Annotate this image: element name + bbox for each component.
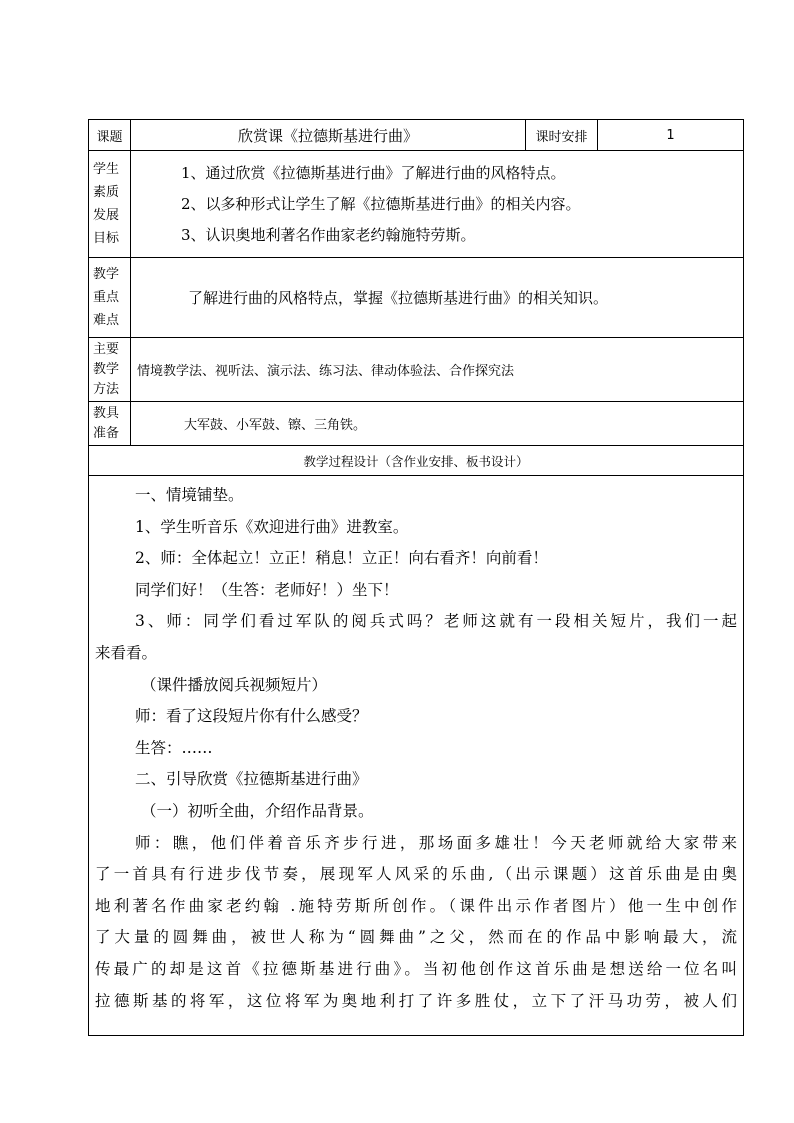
- process-line: 来看看。: [95, 643, 158, 662]
- tools-label-line: 教具: [93, 405, 120, 421]
- process-line: 2、师：全体起立！立正！稍息！立正！向右看齐！向前看！: [135, 549, 548, 568]
- process-line: 1、学生听音乐《欢迎进行曲》进教室。: [135, 517, 409, 536]
- process-body: [89, 476, 744, 1036]
- process-line: 师：看了这段短片你有什么感受？: [135, 707, 368, 726]
- process-line: 了大量的圆舞曲，被世人称为“圆舞曲”之父，然而在的作品中影响最大，流: [95, 928, 737, 947]
- process-line: 拉德斯基的将军，这位将军为奥地利打了许多胜仗，立下了汗马功劳，被人们: [95, 991, 737, 1010]
- hours-label: 课时安排: [526, 120, 598, 151]
- lesson-plan-table: [88, 119, 744, 1036]
- process-line: （一）初听全曲，介绍作品背景。: [141, 801, 374, 820]
- goals-row: [89, 151, 744, 258]
- tools-label-line: 准备: [93, 425, 120, 441]
- key-points-label-line: 教学: [93, 267, 120, 282]
- process-line: （课件播放阅兵视频短片）: [141, 675, 328, 694]
- key-points-content: 了解进行曲的风格特点，掌握《拉德斯基进行曲》的相关知识。: [131, 258, 744, 338]
- key-points-label-line: 难点: [93, 313, 120, 328]
- methods-label-line: 主要: [93, 341, 120, 357]
- goals-label-line: 学生: [93, 162, 120, 177]
- goals-label-line: 目标: [93, 231, 120, 246]
- methods-content: 情境教学法、视听法、演示法、练习法、律动体验法、合作探究法: [131, 338, 744, 402]
- process-line: 生答：……: [135, 738, 213, 757]
- methods-row: [89, 338, 744, 402]
- goals-content: [131, 151, 744, 258]
- key-points-label: [89, 258, 131, 338]
- process-body-row: [89, 476, 744, 1036]
- process-line: 师：瞧，他们伴着音乐齐步行进，那场面多雄壮！今天老师就给大家带来: [135, 833, 737, 852]
- hours-value: 1: [598, 120, 744, 151]
- tools-row: [89, 402, 744, 446]
- methods-label: [89, 338, 131, 402]
- goal-item: 2、以多种形式让学生了解《拉德斯基进行曲》的相关内容。: [181, 194, 581, 213]
- process-heading: 教学过程设计（含作业安排、板书设计）: [89, 446, 744, 476]
- process-heading-row: [89, 446, 744, 476]
- goal-item: 3、认识奥地利著名作曲家老约翰施特劳斯。: [181, 225, 476, 244]
- goals-label-line: 发展: [93, 208, 120, 223]
- process-line: 二、引导欣赏《拉德斯基进行曲》: [135, 770, 368, 789]
- key-points-row: [89, 258, 744, 338]
- process-line: 3、师：同学们看过军队的阅兵式吗？老师这就有一段相关短片，我们一起: [135, 612, 737, 631]
- key-points-label-line: 重点: [93, 290, 120, 305]
- goal-item: 1、通过欣赏《拉德斯基进行曲》了解进行曲的风格特点。: [181, 163, 566, 182]
- goals-label-line: 素质: [93, 185, 120, 200]
- process-line: 同学们好！（生答：老师好！）坐下！: [135, 580, 399, 599]
- topic-value: 欣赏课《拉德斯基进行曲》: [131, 120, 526, 151]
- process-line: 了一首具有行进步伐节奏，展现军人风采的乐曲,（出示课题）这首乐曲是由奥: [95, 865, 737, 884]
- methods-label-line: 方法: [93, 381, 120, 397]
- topic-label: 课题: [89, 120, 131, 151]
- process-line: 地利著名作曲家老约翰 .施特劳斯所创作。（课件出示作者图片）他一生中创作: [95, 896, 737, 915]
- process-line: 一、情境铺垫。: [135, 486, 244, 504]
- topic-row: [89, 120, 744, 151]
- process-line: 传最广的却是这首《拉德斯基进行曲》。当初他创作这首乐曲是想送给一位名叫: [95, 959, 737, 978]
- tools-content: 大军鼓、小军鼓、镲、三角铁。: [131, 402, 744, 446]
- tools-label: [89, 402, 131, 446]
- methods-label-line: 教学: [93, 361, 120, 377]
- goals-label: [89, 151, 131, 258]
